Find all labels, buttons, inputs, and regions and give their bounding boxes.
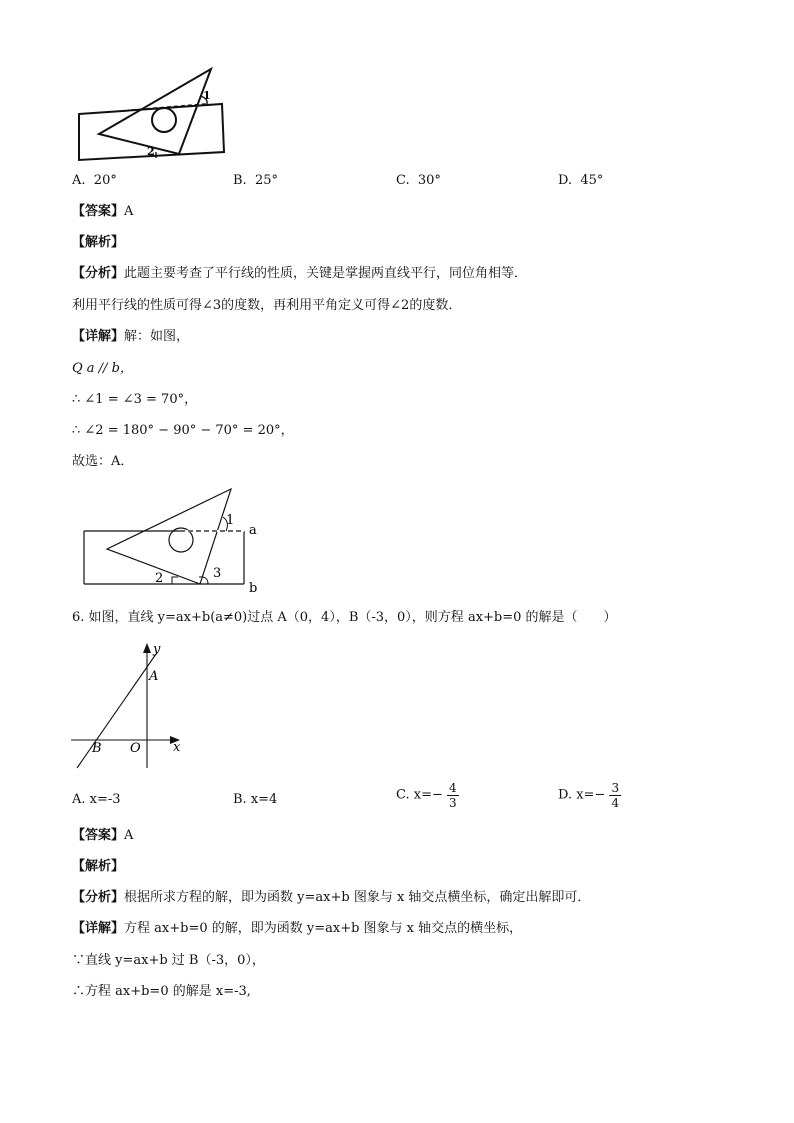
q6-option-a[interactable]: A. x=-3 <box>72 792 121 807</box>
q6-fenxi-line <box>72 889 590 907</box>
point-a-label: A <box>149 669 159 684</box>
option-value: 25° <box>254 173 278 188</box>
q5-fenxi-line <box>72 265 527 283</box>
q5-conclusion: 故选：A． <box>72 454 134 469</box>
origin-label: O <box>130 741 141 756</box>
detail-tag: 【详解】 <box>72 329 125 344</box>
point-b-label: B <box>92 741 102 756</box>
detail-text: 方程 ax+b=0 的解，即为函数 y=ax+b 图象与 x 轴交点的横坐标， <box>124 921 523 936</box>
angle-label-3: 3 <box>213 566 222 581</box>
answer-tag: 【答案】 <box>72 204 125 219</box>
q5-step-3: ∴ ∠2 = 180° − 90° − 70° = 20°， <box>72 423 294 438</box>
q5-step-1: Q a // b， <box>72 361 133 376</box>
option-value: 20° <box>93 173 117 188</box>
y-axis-arrow <box>143 643 151 653</box>
analysis-tag: 【解析】 <box>72 859 125 874</box>
q6-option-b[interactable]: B. x=4 <box>233 792 278 807</box>
q5-answer-line <box>72 203 133 221</box>
q6-analysis-line <box>72 858 124 876</box>
analysis-tag: 【解析】 <box>72 235 125 250</box>
fenxi-tag: 【分析】 <box>72 890 125 905</box>
answer-tag: 【答案】 <box>72 828 125 843</box>
angle-label-1: 1 <box>226 513 235 528</box>
detail-text: 解：如图， <box>124 329 190 344</box>
function-line <box>77 654 159 768</box>
x-axis-label: x <box>173 740 181 755</box>
option-value: 30° <box>417 173 441 188</box>
fraction-numerator: 4 <box>449 781 457 795</box>
q5-figure-triangle-ruler-top <box>72 66 232 162</box>
triangle-hole <box>152 108 176 132</box>
fenxi-text: 此题主要考查了平行线的性质，关键是掌握两直线平行，同位角相等． <box>124 266 528 281</box>
line-label-b: b <box>249 581 258 596</box>
q5-analysis-line <box>72 234 124 252</box>
answer-value: A <box>124 204 134 219</box>
q6-stem: 6. 如图，直线 y=ax+b(a≠0)过点 A（0，4），B（-3，0），则方程 ax+b=0 的解是（ ） <box>72 610 617 625</box>
angle-label-2: 2 <box>147 145 155 158</box>
option-letter: B. <box>233 173 247 188</box>
q5-option-c[interactable] <box>396 172 441 190</box>
option-letter: D. <box>558 173 573 188</box>
y-axis-label: y <box>153 642 161 657</box>
fenxi-text: 根据所求方程的解，即为函数 y=ax+b 图象与 x 轴交点横坐标，确定出解即可． <box>124 890 591 905</box>
line-label-a: a <box>249 523 257 538</box>
fenxi-tag: 【分析】 <box>72 266 125 281</box>
option-value: 45° <box>580 173 604 188</box>
q5-detail-line <box>72 328 189 346</box>
option-d-prefix: D. x=− <box>558 787 606 803</box>
fraction-denominator: 4 <box>611 796 620 810</box>
option-c-fraction <box>447 781 459 810</box>
option-letter: A. <box>72 173 86 188</box>
right-angle-mark <box>172 577 178 584</box>
angle-label-1: 1 <box>203 89 211 102</box>
q5-step-2: ∴ ∠1 = ∠3 = 70°， <box>72 392 198 407</box>
q6-step-2: ∴方程 ax+b=0 的解是 x=-3, <box>72 984 251 999</box>
q6-answer-line <box>72 827 133 845</box>
option-c-prefix: C. x=− <box>396 787 443 803</box>
q5-option-b[interactable] <box>233 172 278 190</box>
q5-option-d[interactable] <box>558 172 603 190</box>
option-letter: C. <box>396 173 410 188</box>
q6-step-1: ∵直线 y=ax+b 过 B（-3，0）， <box>72 953 265 968</box>
angle-label-2: 2 <box>155 571 164 586</box>
q5-method-line: 利用平行线的性质可得∠3的度数，再利用平角定义可得∠2的度数． <box>72 298 462 313</box>
q6-linear-function-graph <box>66 638 196 774</box>
q6-option-c[interactable] <box>396 781 459 810</box>
detail-tag: 【详解】 <box>72 921 125 936</box>
answer-value: A <box>124 828 134 843</box>
q5-figure-solution-diagram <box>80 484 280 596</box>
fraction-numerator: 3 <box>611 781 620 795</box>
q5-option-a[interactable] <box>72 172 117 190</box>
option-d-fraction <box>609 781 621 810</box>
fraction-denominator: 3 <box>449 796 457 810</box>
q6-option-d[interactable] <box>558 781 621 810</box>
q6-detail-line <box>72 920 522 938</box>
